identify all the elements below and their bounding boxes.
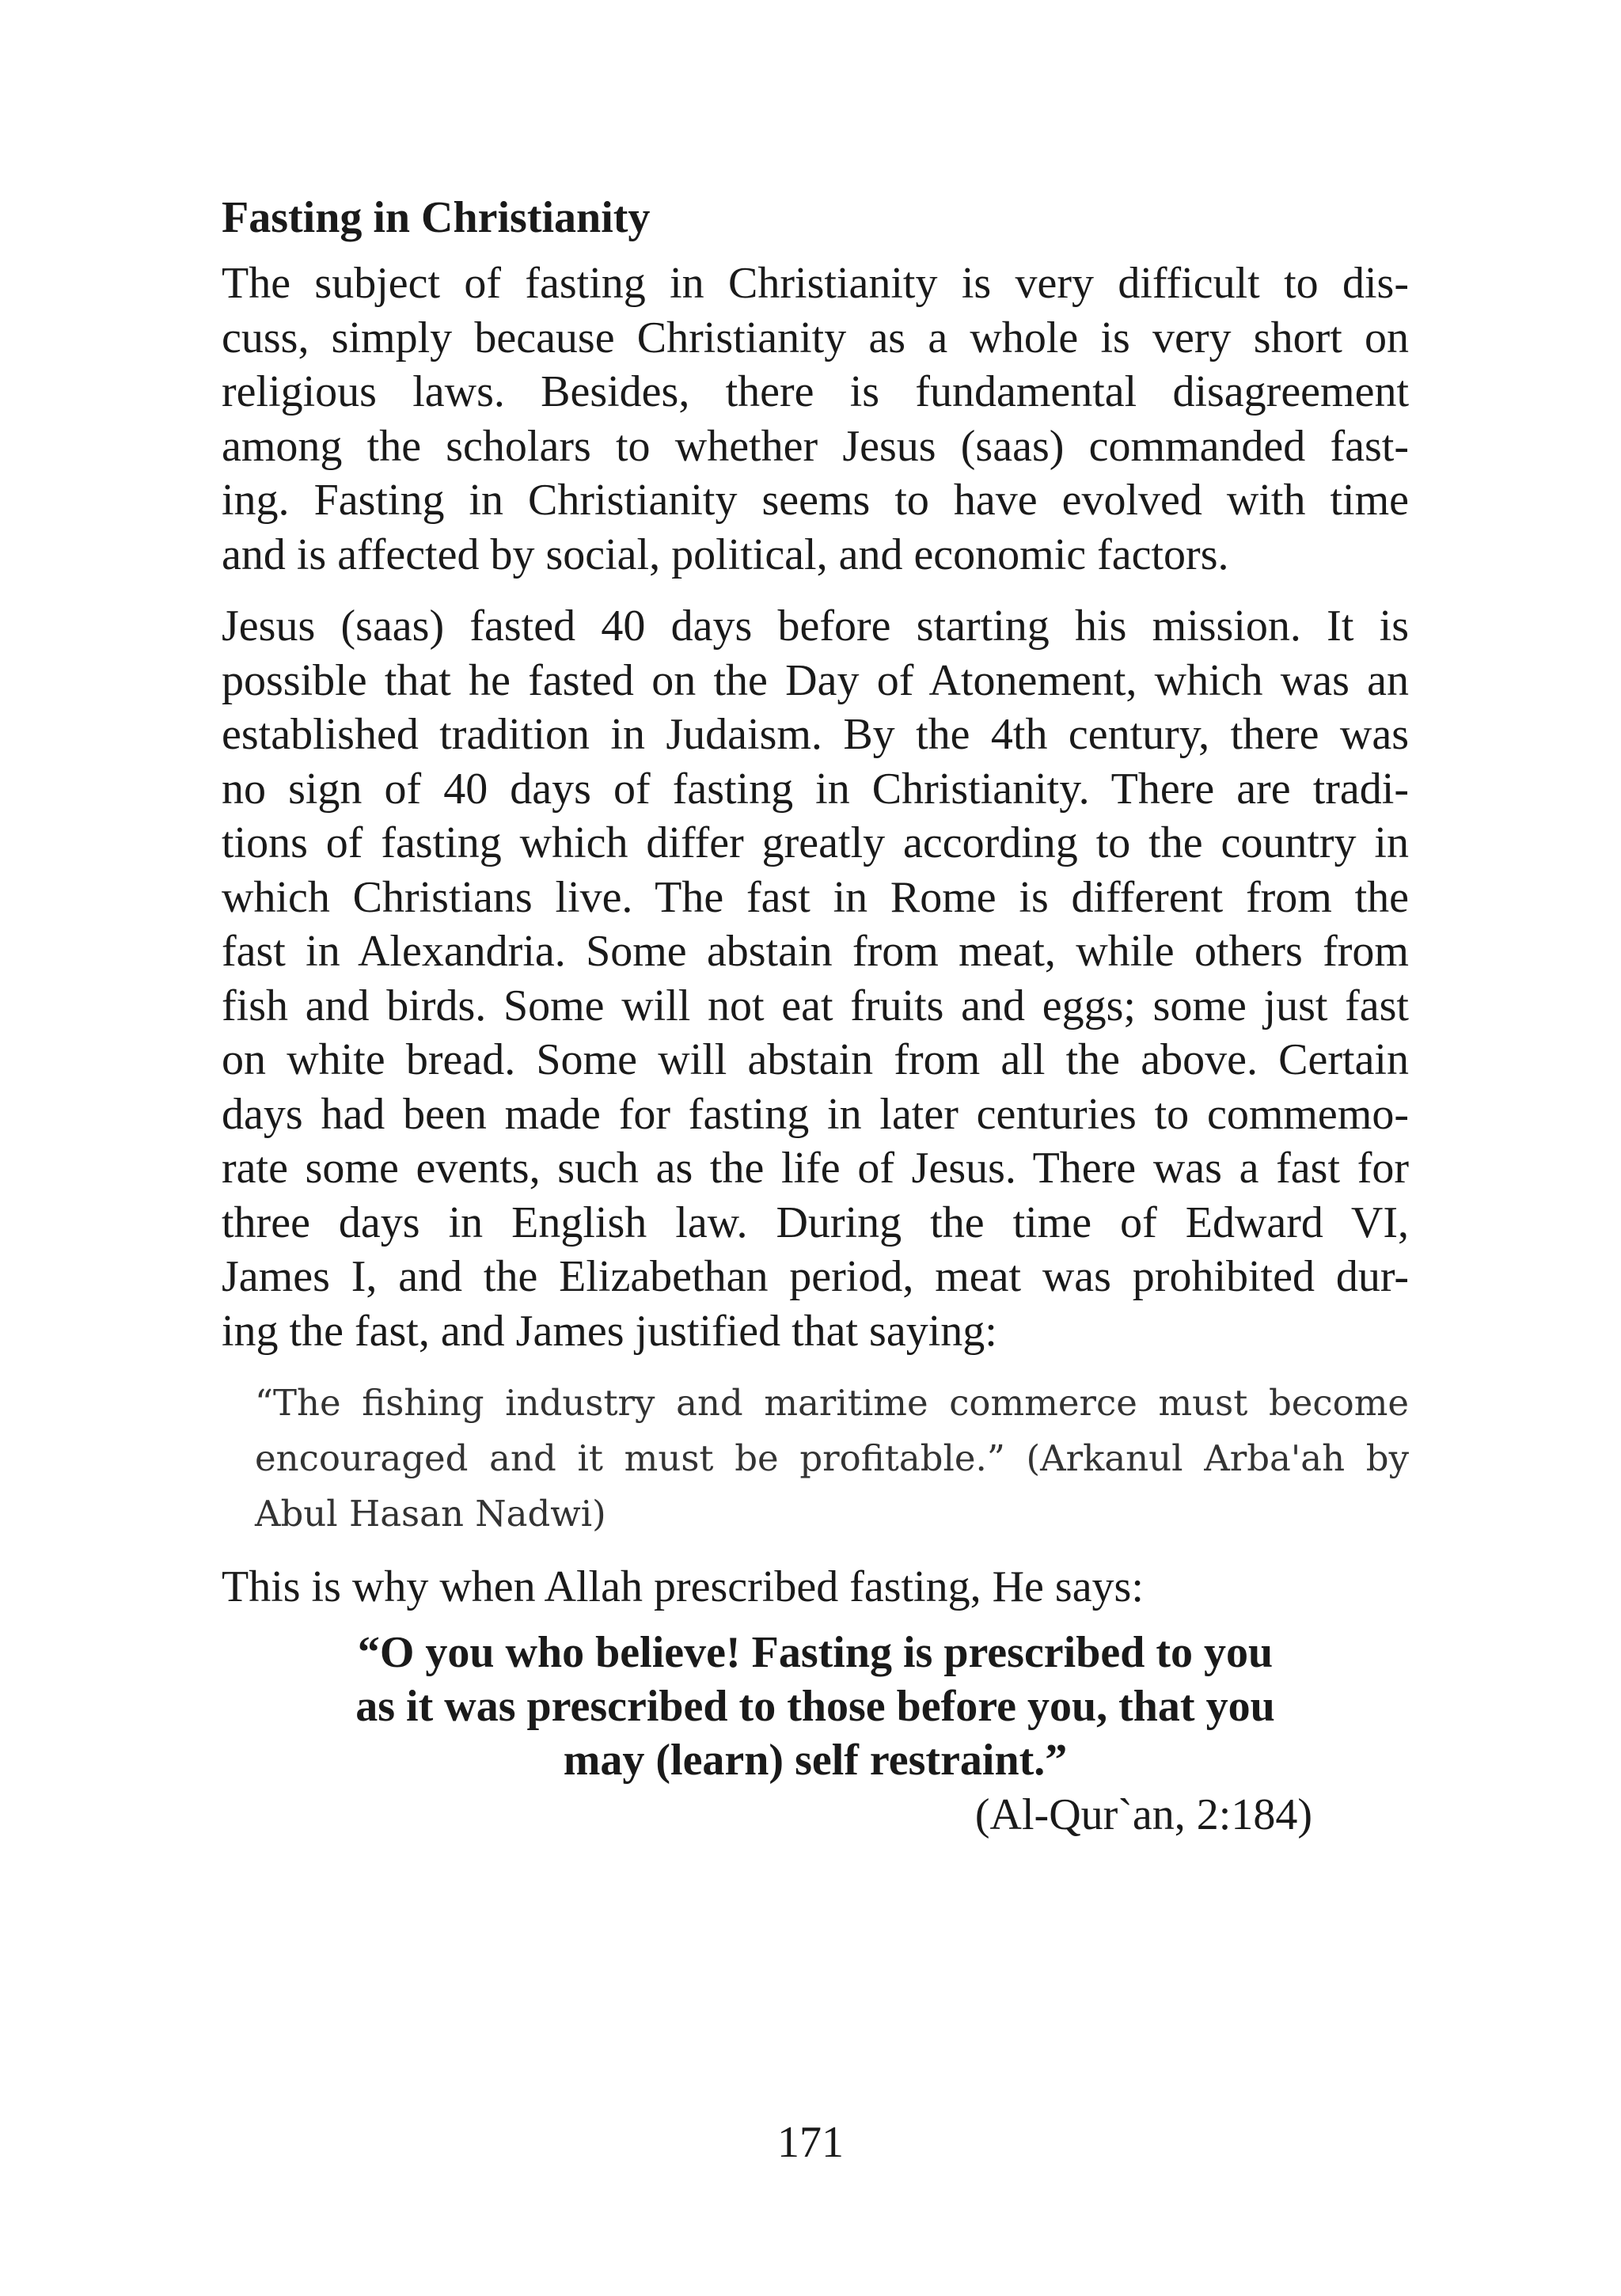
text-line: rate some events, such as the life of Jesus. There was a fast for xyxy=(222,1144,1409,1193)
quran-verse xyxy=(222,1626,1409,1787)
text-line: fast in Alexandria. Some abstain from meat, while others from xyxy=(222,927,1409,976)
paragraph-2 xyxy=(222,599,1409,1358)
text-line: Jesus (saas) fasted 40 days before starting his mission. It is xyxy=(222,602,1409,651)
verse-citation: (Al-Qur`an, 2:184) xyxy=(974,1790,1312,1839)
text-line: and is affected by social, political, and economic factors. xyxy=(222,529,1229,579)
text-line: cuss, simply because Christianity as a whole is very short on xyxy=(222,313,1409,362)
quote-line: Abul Hasan Nadwi) xyxy=(255,1493,606,1535)
text-line: possible that he fasted on the Day of Atonement, which was an xyxy=(222,655,1409,705)
text-line: three days in English law. During the time of Edward VI, xyxy=(222,1197,1409,1247)
verse-line: “O you who believe! Fasting is prescribed to you xyxy=(357,1628,1274,1677)
verse-intro: This is why when Allah prescribed fasting, He says: xyxy=(222,1562,1144,1611)
text-line: religious laws. Besides, there is fundamental disagreement xyxy=(222,367,1409,416)
page-number: 171 xyxy=(777,2118,844,2167)
verse-line: may (learn) self restraint.” xyxy=(563,1736,1068,1785)
text-line: fish and birds. Some will not eat fruits and eggs; some just fast xyxy=(222,981,1409,1030)
paragraph-1 xyxy=(222,256,1409,582)
text-line: established tradition in Judaism. By the 4th century, there was xyxy=(222,710,1409,759)
quote-line: “The fishing industry and maritime commerce must become xyxy=(255,1382,1409,1424)
section-heading: Fasting in Christianity xyxy=(222,193,651,242)
text-line: no sign of 40 days of fasting in Christianity. There are tradi- xyxy=(222,764,1409,814)
quote-line: encouraged and it must be profitable.” (Arkanul Arba'ah by xyxy=(255,1437,1409,1479)
text-line: tions of fasting which differ greatly according to the country in xyxy=(222,818,1409,867)
text-line: ing the fast, and James justified that saying: xyxy=(222,1306,997,1356)
text-line: which Christians live. The fast in Rome is different from the xyxy=(222,872,1409,922)
block-quote xyxy=(255,1376,1409,1542)
text-line: ing. Fasting in Christianity seems to have evolved with time xyxy=(222,476,1409,525)
text-line: days had been made for fasting in later centuries to commemo- xyxy=(222,1089,1409,1139)
text-line: The subject of fasting in Christianity is very difficult to dis- xyxy=(222,259,1409,308)
text-line: among the scholars to whether Jesus (saas) commanded fast- xyxy=(222,421,1409,471)
text-line: on white bread. Some will abstain from all the above. Certain xyxy=(222,1035,1409,1084)
text-line: James I, and the Elizabethan period, meat was prohibited dur- xyxy=(222,1252,1409,1301)
verse-line: as it was prescribed to those before you, that you xyxy=(355,1682,1275,1731)
page-content xyxy=(222,190,1409,1842)
